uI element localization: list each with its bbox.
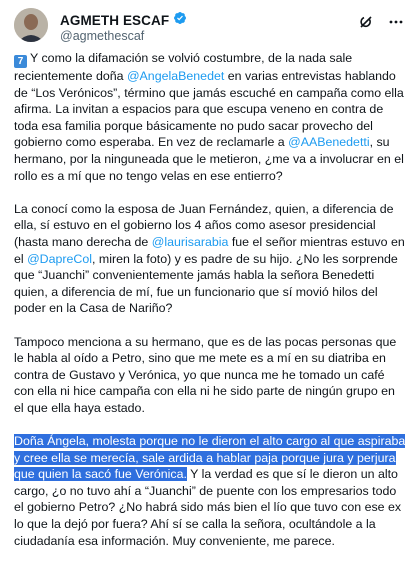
verified-badge-icon: [173, 11, 187, 30]
mention-link[interactable]: @DapreCol: [27, 251, 93, 266]
avatar[interactable]: [14, 8, 48, 42]
mention-link[interactable]: @AngelaBenedet: [126, 69, 225, 83]
mention-link[interactable]: @AABenedetti: [288, 135, 370, 150]
text-segment: , su hermano, por la ninguneada que le metieron, ¿me va a involucrar en el rollo es a mí que no tengo velas en ese entierro?: [14, 135, 404, 183]
post-header: [14, 8, 410, 44]
text-segment: Tampoco menciona a su hermano, que es de las pocas personas que le habla al oído a Petro, sino que me mete es a mí en su diatriba en contra de Gustavo y Verónica, yo que nunca me he tomado un café con ella ni hice campaña con ella ni he sido parte de ningún grupo en el que ella haya estado.: [14, 334, 397, 415]
text-segment: Y la verdad es que sí le dieron un alto cargo, ¿o no tuvo ahí a “Juanchi” de puente con los empresarios todo el gobierno Petro? ¿No habrá sido más bien el lío que tuvo con ese ex lo que la dejó por fuera? Ahí sí se calla la señora, ocultándole a la ciudadanía esa información. Muy conveniente, me parece.: [14, 467, 402, 548]
paragraph-3: [14, 334, 406, 417]
selected-text: Doña Ángela, molesta porque no le dieron el alto cargo al que aspiraba y cree ella se merecía, sale ardida a hablar paja porque jura y perjura que quien la sacó fue Verónica.: [14, 434, 406, 482]
display-name[interactable]: AGMETH ESCAF: [60, 13, 170, 28]
mention-link[interactable]: @laurisarabia: [151, 234, 229, 249]
header-actions: [358, 14, 404, 35]
paragraph-1: [14, 50, 406, 184]
text-segment: La conocí como la esposa de Juan Fernández, quien, a diferencia de ella, sí estuvo en el gobierno los 4 años como asesor presidencial (hasta mano derecha de: [14, 201, 394, 249]
keycap-7-emoji: 7: [14, 55, 27, 68]
name-row: [60, 11, 187, 30]
paragraph-2: [14, 201, 406, 317]
text-segment: en varias entrevistas hablando de “Los Verónicos”, término que jamás escuché en campaña como ella afirma. La invitan a espacios para que escupa veneno en contra de toda esa familia porque básicamente no pudo sacar provecho del gobierno como esperaba. En vez de reclamarle a: [14, 69, 404, 150]
more-icon[interactable]: [388, 14, 404, 35]
paragraph-4: [14, 433, 406, 549]
text-segment: , miren la foto) y es padre de su hijo. ¿No les sorprende que “Juanchi” convenientemente jamás habla la señora Benedetti quien, a diferencia de mí, fue un funcionario que sí movió hilos del poder en la Casa de Nariño?: [14, 251, 398, 316]
text-segment: Y como la difamación se volvió costumbre, de la nada sale recientemente doña: [14, 51, 353, 83]
handle[interactable]: @agmethescaf: [60, 29, 145, 43]
post-text: [14, 50, 406, 566]
grok-icon[interactable]: [358, 14, 374, 35]
text-segment: fue el señor mientras estuvo en el: [14, 234, 405, 266]
